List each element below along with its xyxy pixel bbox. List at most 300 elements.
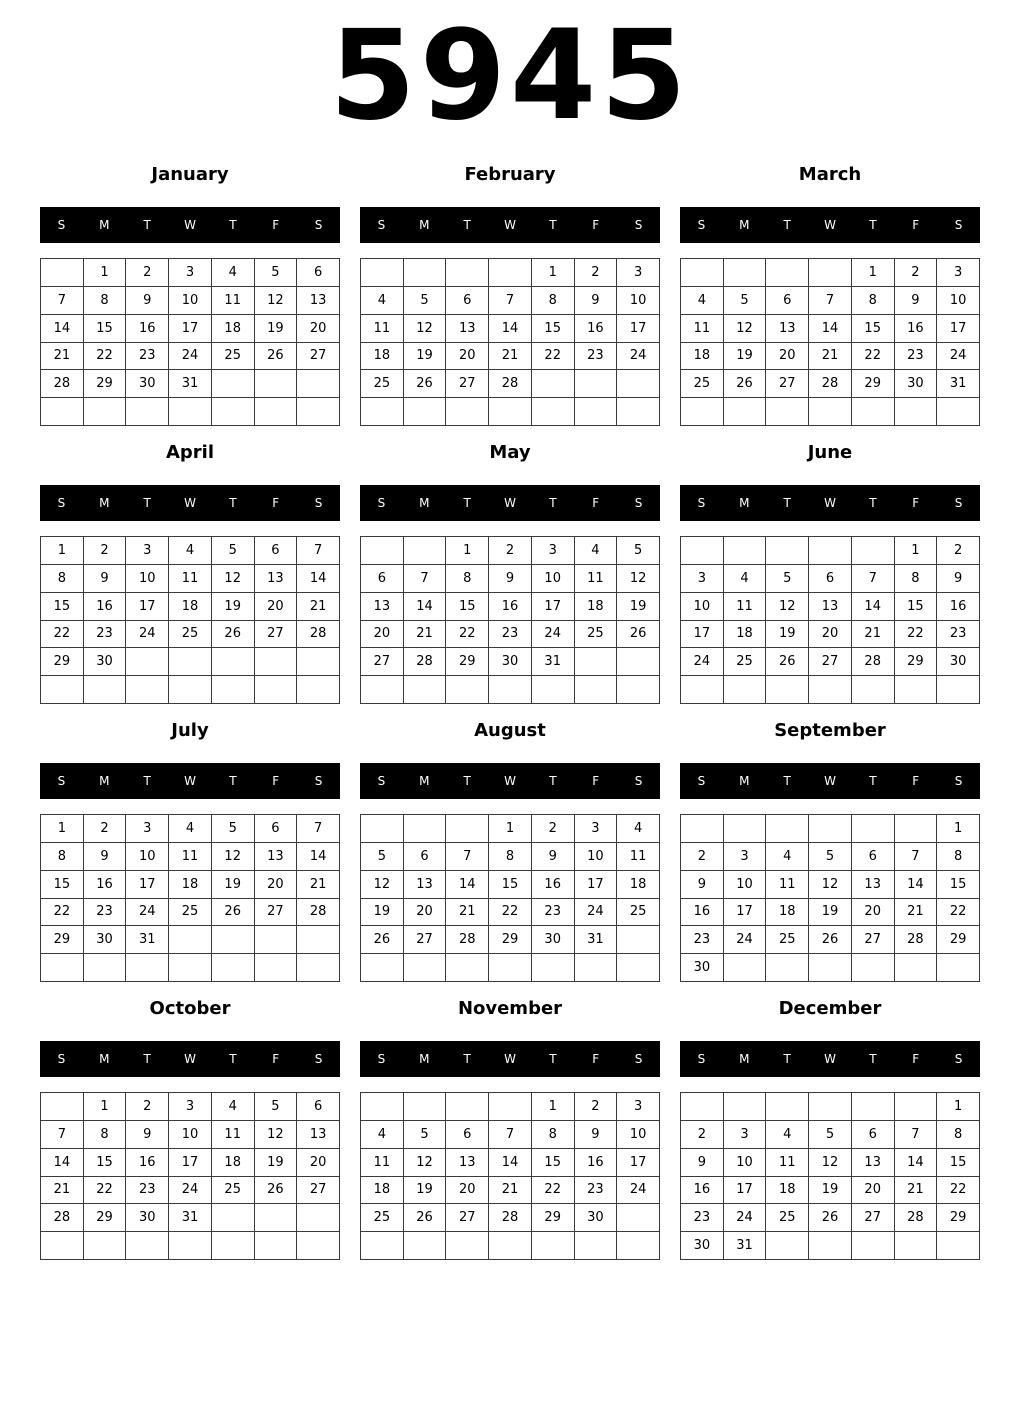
empty-cell [212, 1232, 255, 1260]
day-cell: 6 [766, 287, 809, 315]
day-cell: 9 [681, 871, 724, 899]
empty-cell [724, 676, 767, 704]
day-cell: 30 [681, 954, 724, 982]
day-cell: 21 [489, 1177, 532, 1205]
empty-cell [575, 1232, 618, 1260]
day-cell: 31 [937, 370, 980, 398]
day-cell: 23 [937, 621, 980, 649]
weekday-label: T [869, 496, 877, 510]
day-cell: 2 [126, 259, 169, 287]
day-cell: 2 [126, 1093, 169, 1121]
day-grid [360, 258, 660, 426]
empty-cell [126, 1232, 169, 1260]
empty-cell [41, 398, 84, 426]
day-cell: 24 [126, 899, 169, 927]
day-grid [680, 258, 980, 426]
day-cell: 17 [681, 621, 724, 649]
empty-cell [297, 1204, 340, 1232]
day-cell: 22 [937, 899, 980, 927]
day-cell: 28 [852, 648, 895, 676]
empty-cell [255, 370, 298, 398]
empty-cell [724, 537, 767, 565]
day-cell: 29 [41, 648, 84, 676]
empty-cell [766, 259, 809, 287]
month-august [360, 715, 660, 983]
day-cell: 23 [84, 899, 127, 927]
day-cell: 22 [532, 343, 575, 371]
day-cell: 29 [937, 1204, 980, 1232]
day-cell: 18 [169, 593, 212, 621]
day-cell: 11 [766, 1149, 809, 1177]
day-cell: 6 [446, 1121, 489, 1149]
day-cell: 25 [361, 1204, 404, 1232]
month-title: February [464, 163, 556, 185]
empty-cell [766, 1232, 809, 1260]
day-cell: 17 [617, 1149, 660, 1177]
weekday-label: T [143, 1052, 151, 1066]
day-cell: 19 [255, 1149, 298, 1177]
empty-cell [852, 1093, 895, 1121]
day-cell: 3 [169, 1093, 212, 1121]
day-cell: 7 [809, 287, 852, 315]
empty-cell [41, 1232, 84, 1260]
weekday-label: W [824, 774, 836, 788]
day-cell: 29 [84, 370, 127, 398]
day-cell: 17 [937, 315, 980, 343]
month-title: August [474, 719, 546, 741]
day-cell: 5 [404, 1121, 447, 1149]
day-grid [680, 536, 980, 704]
empty-cell [404, 537, 447, 565]
day-cell: 6 [297, 1093, 340, 1121]
day-cell: 10 [126, 843, 169, 871]
day-cell: 5 [766, 565, 809, 593]
day-cell: 1 [937, 1093, 980, 1121]
day-cell: 24 [724, 926, 767, 954]
day-cell: 6 [361, 565, 404, 593]
day-cell: 17 [169, 1149, 212, 1177]
day-cell: 10 [169, 287, 212, 315]
day-cell: 16 [84, 593, 127, 621]
day-cell: 25 [681, 370, 724, 398]
day-cell: 15 [937, 871, 980, 899]
day-cell: 9 [84, 843, 127, 871]
weekday-label: T [229, 496, 237, 510]
day-grid [360, 814, 660, 982]
day-cell: 8 [446, 565, 489, 593]
day-cell: 19 [809, 899, 852, 927]
day-cell: 19 [766, 621, 809, 649]
day-cell: 5 [255, 259, 298, 287]
empty-cell [255, 1204, 298, 1232]
day-cell: 20 [766, 343, 809, 371]
empty-cell [404, 259, 447, 287]
day-cell: 15 [532, 1149, 575, 1177]
day-cell: 10 [126, 565, 169, 593]
day-cell: 1 [84, 1093, 127, 1121]
weekday-label: S [634, 1052, 643, 1066]
weekday-label: S [377, 774, 386, 788]
day-cell: 11 [212, 287, 255, 315]
day-cell: 29 [489, 926, 532, 954]
weekday-label: S [314, 218, 323, 232]
weekday-label: S [634, 496, 643, 510]
day-cell: 12 [212, 843, 255, 871]
day-cell: 4 [361, 287, 404, 315]
day-cell: 13 [809, 593, 852, 621]
day-cell: 2 [489, 537, 532, 565]
month-title: March [798, 163, 862, 185]
day-cell: 19 [809, 1177, 852, 1205]
day-cell: 19 [361, 899, 404, 927]
empty-cell [297, 648, 340, 676]
month-title: September [774, 719, 886, 741]
empty-cell [617, 954, 660, 982]
day-cell: 27 [809, 648, 852, 676]
day-cell: 29 [41, 926, 84, 954]
day-cell: 5 [809, 843, 852, 871]
empty-cell [446, 398, 489, 426]
weekday-label: W [504, 218, 516, 232]
empty-cell [489, 259, 532, 287]
empty-cell [255, 648, 298, 676]
weekday-header [40, 763, 340, 799]
day-cell: 6 [404, 843, 447, 871]
empty-cell [255, 676, 298, 704]
day-cell: 15 [852, 315, 895, 343]
weekday-label: T [143, 774, 151, 788]
day-cell: 7 [404, 565, 447, 593]
empty-cell [681, 259, 724, 287]
empty-cell [489, 1232, 532, 1260]
day-cell: 25 [169, 899, 212, 927]
day-cell: 21 [852, 621, 895, 649]
day-cell: 20 [297, 315, 340, 343]
day-cell: 22 [532, 1177, 575, 1205]
day-cell: 4 [617, 815, 660, 843]
day-cell: 1 [41, 537, 84, 565]
weekday-header [40, 485, 340, 521]
day-cell: 27 [255, 621, 298, 649]
day-cell: 3 [169, 259, 212, 287]
day-cell: 15 [895, 593, 938, 621]
day-cell: 4 [169, 815, 212, 843]
weekday-label: S [314, 1052, 323, 1066]
day-cell: 28 [895, 926, 938, 954]
day-cell: 4 [681, 287, 724, 315]
empty-cell [212, 926, 255, 954]
day-cell: 13 [255, 565, 298, 593]
day-cell: 15 [446, 593, 489, 621]
empty-cell [617, 926, 660, 954]
day-cell: 23 [575, 343, 618, 371]
day-cell: 14 [297, 565, 340, 593]
day-cell: 13 [297, 1121, 340, 1149]
day-cell: 23 [575, 1177, 618, 1205]
weekday-label: T [229, 218, 237, 232]
weekday-label: S [697, 218, 706, 232]
month-title: January [151, 163, 229, 185]
weekday-label: T [229, 774, 237, 788]
day-cell: 18 [212, 1149, 255, 1177]
day-cell: 16 [126, 315, 169, 343]
day-cell: 2 [895, 259, 938, 287]
weekday-header [680, 485, 980, 521]
weekday-label: S [57, 496, 66, 510]
empty-cell [41, 676, 84, 704]
day-cell: 9 [681, 1149, 724, 1177]
day-cell: 7 [895, 1121, 938, 1149]
empty-cell [361, 1093, 404, 1121]
day-cell: 12 [617, 565, 660, 593]
year-title: 5945 [329, 4, 691, 148]
day-cell: 15 [84, 315, 127, 343]
weekday-label: S [954, 496, 963, 510]
empty-cell [895, 815, 938, 843]
day-cell: 5 [724, 287, 767, 315]
day-cell: 1 [532, 259, 575, 287]
weekday-label: M [739, 1052, 750, 1066]
empty-cell [169, 954, 212, 982]
day-cell: 10 [169, 1121, 212, 1149]
day-cell: 11 [575, 565, 618, 593]
day-cell: 30 [84, 648, 127, 676]
day-cell: 6 [297, 259, 340, 287]
day-cell: 24 [724, 1204, 767, 1232]
day-cell: 30 [84, 926, 127, 954]
day-cell: 9 [895, 287, 938, 315]
day-cell: 29 [84, 1204, 127, 1232]
day-cell: 13 [297, 287, 340, 315]
month-february [360, 159, 660, 427]
day-cell: 26 [212, 621, 255, 649]
empty-cell [212, 954, 255, 982]
day-cell: 29 [895, 648, 938, 676]
day-cell: 13 [446, 1149, 489, 1177]
weekday-label: T [869, 1052, 877, 1066]
day-cell: 3 [937, 259, 980, 287]
day-cell: 5 [361, 843, 404, 871]
day-cell: 14 [41, 315, 84, 343]
weekday-label: F [592, 496, 600, 510]
weekday-header [680, 1041, 980, 1077]
day-cell: 3 [724, 843, 767, 871]
day-cell: 7 [489, 287, 532, 315]
day-cell: 28 [809, 370, 852, 398]
day-cell: 9 [84, 565, 127, 593]
empty-cell [297, 926, 340, 954]
day-cell: 20 [361, 621, 404, 649]
empty-cell [212, 676, 255, 704]
weekday-label: S [314, 774, 323, 788]
weekday-label: M [99, 218, 110, 232]
empty-cell [84, 1232, 127, 1260]
empty-cell [937, 954, 980, 982]
empty-cell [809, 398, 852, 426]
day-cell: 14 [489, 315, 532, 343]
day-cell: 22 [84, 343, 127, 371]
empty-cell [681, 676, 724, 704]
weekday-label: F [272, 496, 280, 510]
day-cell: 17 [126, 593, 169, 621]
day-cell: 3 [681, 565, 724, 593]
empty-cell [41, 259, 84, 287]
day-cell: 14 [489, 1149, 532, 1177]
month-title: June [807, 441, 853, 463]
weekday-label: W [504, 1052, 516, 1066]
day-cell: 24 [126, 621, 169, 649]
empty-cell [575, 648, 618, 676]
day-cell: 31 [169, 1204, 212, 1232]
weekday-label: T [143, 218, 151, 232]
weekday-label: M [419, 496, 430, 510]
month-title: December [778, 997, 882, 1019]
empty-cell [297, 1232, 340, 1260]
empty-cell [724, 815, 767, 843]
day-cell: 16 [895, 315, 938, 343]
day-cell: 6 [852, 843, 895, 871]
day-cell: 22 [41, 899, 84, 927]
day-grid [40, 536, 340, 704]
empty-cell [84, 398, 127, 426]
day-cell: 5 [212, 537, 255, 565]
day-cell: 23 [532, 899, 575, 927]
weekday-header [680, 207, 980, 243]
day-cell: 15 [84, 1149, 127, 1177]
day-cell: 1 [895, 537, 938, 565]
day-cell: 25 [169, 621, 212, 649]
empty-cell [575, 676, 618, 704]
day-cell: 16 [532, 871, 575, 899]
day-cell: 27 [361, 648, 404, 676]
day-cell: 1 [532, 1093, 575, 1121]
day-cell: 20 [297, 1149, 340, 1177]
day-cell: 28 [404, 648, 447, 676]
empty-cell [937, 398, 980, 426]
empty-cell [297, 398, 340, 426]
month-title: November [457, 997, 563, 1019]
empty-cell [809, 259, 852, 287]
day-cell: 9 [575, 287, 618, 315]
weekday-label: S [57, 1052, 66, 1066]
day-cell: 31 [724, 1232, 767, 1260]
day-cell: 5 [255, 1093, 298, 1121]
empty-cell [84, 954, 127, 982]
day-cell: 27 [446, 370, 489, 398]
day-cell: 25 [212, 343, 255, 371]
day-cell: 24 [575, 899, 618, 927]
day-cell: 3 [617, 1093, 660, 1121]
day-cell: 27 [255, 899, 298, 927]
empty-cell [852, 398, 895, 426]
day-cell: 25 [766, 1204, 809, 1232]
empty-cell [575, 370, 618, 398]
day-cell: 17 [617, 315, 660, 343]
day-cell: 20 [446, 1177, 489, 1205]
day-cell: 12 [404, 1149, 447, 1177]
month-title: July [171, 719, 209, 741]
day-cell: 31 [532, 648, 575, 676]
weekday-label: W [184, 496, 196, 510]
weekday-label: M [739, 496, 750, 510]
day-cell: 30 [126, 1204, 169, 1232]
day-cell: 18 [212, 315, 255, 343]
day-cell: 20 [255, 871, 298, 899]
empty-cell [169, 926, 212, 954]
empty-cell [446, 1093, 489, 1121]
day-cell: 21 [809, 343, 852, 371]
empty-cell [532, 954, 575, 982]
empty-cell [361, 676, 404, 704]
empty-cell [617, 648, 660, 676]
day-cell: 25 [766, 926, 809, 954]
day-cell: 7 [297, 537, 340, 565]
day-cell: 12 [212, 565, 255, 593]
day-cell: 8 [41, 565, 84, 593]
day-cell: 23 [681, 926, 724, 954]
day-cell: 16 [84, 871, 127, 899]
weekday-label: S [697, 774, 706, 788]
day-cell: 21 [297, 871, 340, 899]
day-cell: 18 [169, 871, 212, 899]
day-cell: 14 [404, 593, 447, 621]
day-cell: 19 [212, 871, 255, 899]
day-cell: 1 [84, 259, 127, 287]
empty-cell [212, 1204, 255, 1232]
day-cell: 15 [41, 871, 84, 899]
day-cell: 15 [41, 593, 84, 621]
day-cell: 30 [895, 370, 938, 398]
day-cell: 4 [575, 537, 618, 565]
day-cell: 19 [404, 1177, 447, 1205]
day-cell: 26 [724, 370, 767, 398]
month-may [360, 437, 660, 705]
day-cell: 6 [255, 537, 298, 565]
empty-cell [809, 676, 852, 704]
day-cell: 11 [361, 1149, 404, 1177]
day-cell: 21 [297, 593, 340, 621]
day-cell: 17 [126, 871, 169, 899]
empty-cell [575, 954, 618, 982]
weekday-header [40, 207, 340, 243]
day-cell: 19 [404, 343, 447, 371]
day-cell: 10 [937, 287, 980, 315]
weekday-label: T [463, 774, 471, 788]
weekday-label: T [463, 496, 471, 510]
day-cell: 20 [852, 1177, 895, 1205]
empty-cell [446, 815, 489, 843]
day-cell: 27 [766, 370, 809, 398]
empty-cell [681, 537, 724, 565]
weekday-label: S [57, 774, 66, 788]
day-cell: 26 [212, 899, 255, 927]
day-cell: 15 [489, 871, 532, 899]
day-cell: 31 [575, 926, 618, 954]
empty-cell [404, 954, 447, 982]
day-cell: 22 [852, 343, 895, 371]
day-cell: 31 [126, 926, 169, 954]
day-cell: 14 [297, 843, 340, 871]
day-cell: 21 [446, 899, 489, 927]
weekday-label: T [549, 496, 557, 510]
empty-cell [852, 1232, 895, 1260]
day-cell: 10 [532, 565, 575, 593]
day-cell: 6 [255, 815, 298, 843]
day-cell: 23 [126, 1177, 169, 1205]
day-cell: 8 [41, 843, 84, 871]
empty-cell [255, 1232, 298, 1260]
empty-cell [404, 815, 447, 843]
